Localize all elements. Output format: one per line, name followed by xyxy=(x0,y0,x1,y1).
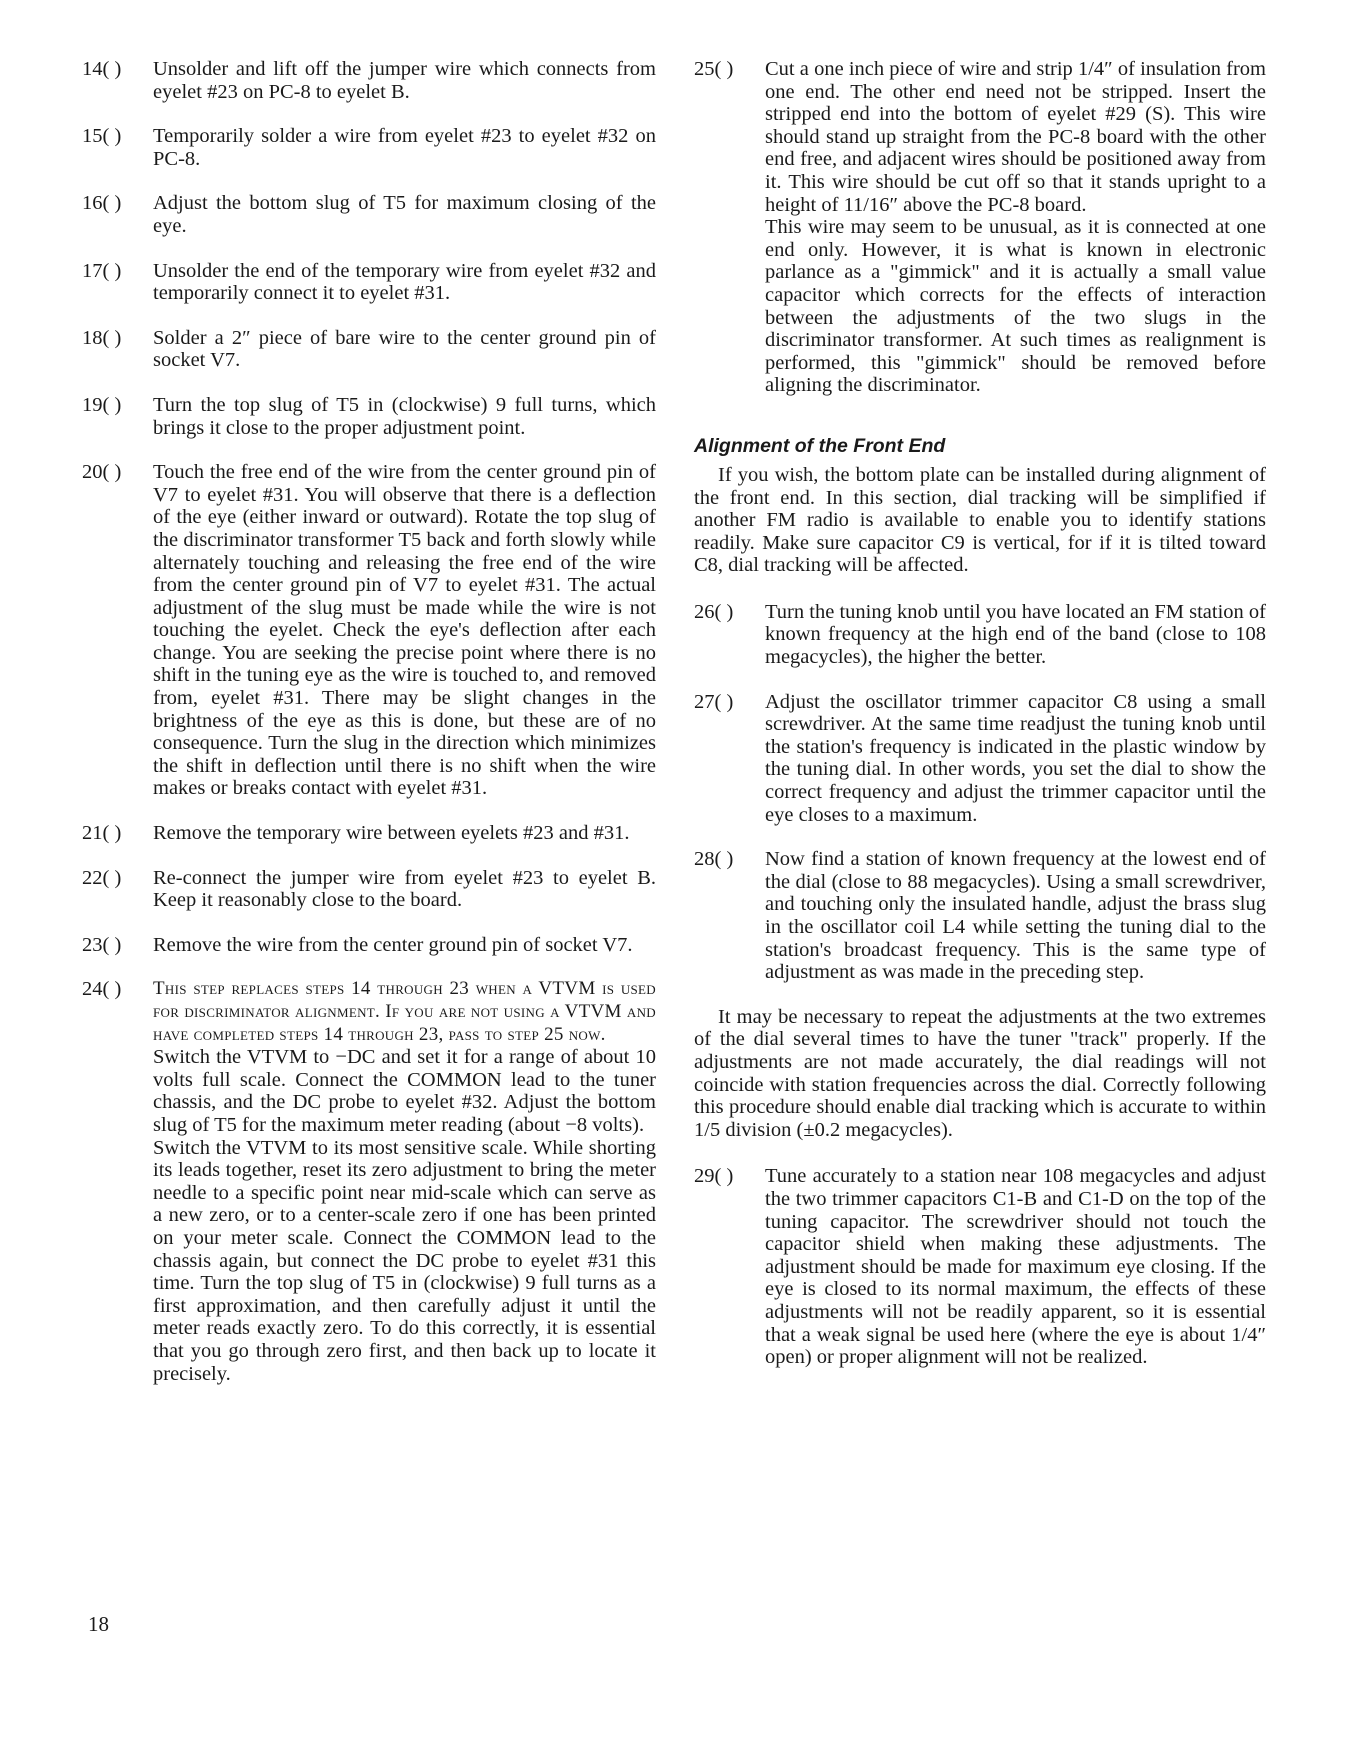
tracking-paragraph: It may be necessary to repeat the adjustments at the two extremes of the dial several times to have the tuner "track" properly. If the adjustments are not made accurately, the dial readings will not coincide with station frequencies across the dial. Correctly following this procedure should enable dial tracking which is accurate to within 1/5 division (±0.2 megacycles). xyxy=(694,1005,1266,1141)
section-heading: Alignment of the Front End xyxy=(694,434,946,457)
step-checkbox: 24( ) xyxy=(82,978,122,1001)
step-checkbox: 17( ) xyxy=(82,259,122,282)
step-17 xyxy=(82,260,656,305)
step-checkbox: 20( ) xyxy=(82,461,122,484)
step-text: Switch the VTVM to its most sensitive scale. While shorting its leads together, reset its zero adjustment to bring the meter needle to a specific point near mid-scale which can serve as a new zero, or to a center-scale zero if one has been printed on your meter scale. Connect the COMMON lead to the chassis again, but connect the DC probe to eyelet #31 this time. Turn the top slug of T5 in (clockwise) 9 full turns as a first approximation, and then carefully adjust it until the meter reads exactly zero. To do this correctly, it is essential that you go through zero first, and then back up to locate it precisely. xyxy=(153,1136,656,1385)
step-text: Now find a station of known frequency at the lowest end of the dial (close to 88 megacycles). Using a small screwdriver, and touching only the insulated handle, adjust the brass slug in the oscillator coil L4 while setting the tuning dial to the station's broadcast frequency. This is the same type of adjustment as was made in the preceding step. xyxy=(765,848,1266,984)
intro-paragraph: If you wish, the bottom plate can be installed during alignment of the front end. In this section, dial tracking will be simplified if another FM radio is available to enable you to identify stations readily. Make sure capacitor C9 is vertical, for if it is tilted toward C8, dial tracking will be affected. xyxy=(694,463,1266,577)
step-18 xyxy=(82,327,656,372)
step-checkbox: 21( ) xyxy=(82,822,122,845)
page-number: 18 xyxy=(88,1612,109,1636)
step-26 xyxy=(694,601,1266,669)
step-text: Unsolder the end of the temporary wire from eyelet #32 and temporarily connect it to eyelet #31. xyxy=(153,259,656,305)
step-checkbox: 23( ) xyxy=(82,933,122,956)
step-28 xyxy=(694,848,1266,984)
step-checkbox: 27( ) xyxy=(694,690,734,713)
step-text: This wire may seem to be unusual, as it is connected at one end only. However, it is what is known in electronic parlance as a "gimmick" and it is actually a small value capacitor which corrects for the effects of interaction between the adjustments of the two slugs in the discriminator transformer. At such times as realignment is performed, this "gimmick" should be removed before aligning the discriminator. xyxy=(765,216,1266,397)
step-20 xyxy=(82,461,656,800)
step-text: Re-connect the jumper wire from eyelet #23 to eyelet B. Keep it reasonably close to the board. xyxy=(153,866,656,912)
step-checkbox: 19( ) xyxy=(82,393,122,416)
step-checkbox: 16( ) xyxy=(82,192,122,215)
step-checkbox: 25( ) xyxy=(694,58,734,80)
step-text: Touch the free end of the wire from the center ground pin of V7 to eyelet #31. You will observe that there is a deflection of the eye (either inward or outward). Rotate the top slug of the discriminator transformer T5 back and forth slowly while alternately touching and releasing the free end of the wire from the center ground pin of V7 to eyelet #31. The actual adjustment of the slug must be made while the wire is not touching the eyelet. Check the eye's deflection after each change. You are seeking the precise point where there is no shift in the tuning eye as the wire is touched to, and removed from, eyelet #31. There may be slight changes in the brightness of the eye as this is done, but these are of no consequence. Turn the slug in the direction which minimizes the shift in deflection until there is no shift when the wire makes or breaks contact with eyelet #31. xyxy=(153,461,656,800)
step-text: Turn the top slug of T5 in (clockwise) 9 full turns, which brings it close to the proper adjustment point. xyxy=(153,393,656,439)
step-text: Cut a one inch piece of wire and strip 1/4″ of insulation from one end. The other end need not be stripped. Insert the stripped end into the bottom of eyelet #29 (S). This wire should stand up straight from the PC-8 board with the other end free, and adjacent wires should be positioned away from it. This wire should be cut off so that it stands upright to a height of 11/16″ above the PC-8 board. xyxy=(765,58,1266,216)
right-column xyxy=(694,58,1266,1391)
step-text: Turn the tuning knob until you have located an FM station of known frequency at the high end of the band (close to 108 megacycles), the higher the better. xyxy=(765,600,1266,669)
step-19 xyxy=(82,394,656,439)
step-29 xyxy=(694,1165,1266,1368)
step-checkbox: 26( ) xyxy=(694,600,734,623)
step-23 xyxy=(82,934,656,957)
step-checkbox: 15( ) xyxy=(82,125,122,148)
step-22 xyxy=(82,867,656,912)
step-text: Temporarily solder a wire from eyelet #23 to eyelet #32 on PC-8. xyxy=(153,125,656,170)
step-checkbox: 14( ) xyxy=(82,58,122,80)
step-text: Remove the wire from the center ground pin of socket V7. xyxy=(153,933,633,956)
step-text: Switch the VTVM to −DC and set it for a range of about 10 volts full scale. Connect the COMMON lead to the tuner chassis, and the DC probe to eyelet #32. Adjust the bottom slug of T5 for the maximum meter reading (about −8 volts). xyxy=(153,1046,656,1136)
step-text: Solder a 2″ piece of bare wire to the center ground pin of socket V7. xyxy=(153,326,656,372)
step-text: Adjust the oscillator trimmer capacitor C8 using a small screwdriver. At the same time readjust the tuning knob until the station's frequency is indicated in the plastic window by the tuning dial. In other words, you set the dial to show the correct frequency and adjust the trimmer capacitor until the eye closes to a maximum. xyxy=(765,690,1266,826)
step-21 xyxy=(82,822,656,845)
step-text: Remove the temporary wire between eyelets #23 and #31. xyxy=(153,822,630,845)
step-27 xyxy=(694,691,1266,827)
step-15 xyxy=(82,125,656,170)
step-text: Tune accurately to a station near 108 megacycles and adjust the two trimmer capacitors C1-B and C1-D on the top of the tuning capacitor. The screwdriver should not touch the capacitor shield when making these adjustments. The adjustment should be made for maximum eye closing. If the eye is closed to its normal maximum, the effects of these adjustments will not be readily apparent, so it is essential that a weak signal be used here (where the eye is about 1/4″ open) or proper alignment will not be realized. xyxy=(765,1165,1266,1369)
step-checkbox: 28( ) xyxy=(694,848,734,871)
step-25 xyxy=(694,58,1266,397)
step-text: Adjust the bottom slug of T5 for maximum closing of the eye. xyxy=(153,192,656,237)
step-checkbox: 29( ) xyxy=(694,1165,734,1188)
step-text: Unsolder and lift off the jumper wire which connects from eyelet #23 on PC-8 to eyelet B. xyxy=(153,58,656,103)
step-14 xyxy=(82,58,656,103)
step-checkbox: 18( ) xyxy=(82,326,122,349)
step-checkbox: 22( ) xyxy=(82,866,122,889)
step-16 xyxy=(82,192,656,237)
left-column xyxy=(82,58,656,1407)
step-note: This step replaces steps 14 through 23 when a VTVM is used for discriminator alignment. If you are not using a VTVM and have completed steps 14 through 23, pass to step 25 now. xyxy=(153,978,656,1045)
step-24 xyxy=(82,978,656,1385)
